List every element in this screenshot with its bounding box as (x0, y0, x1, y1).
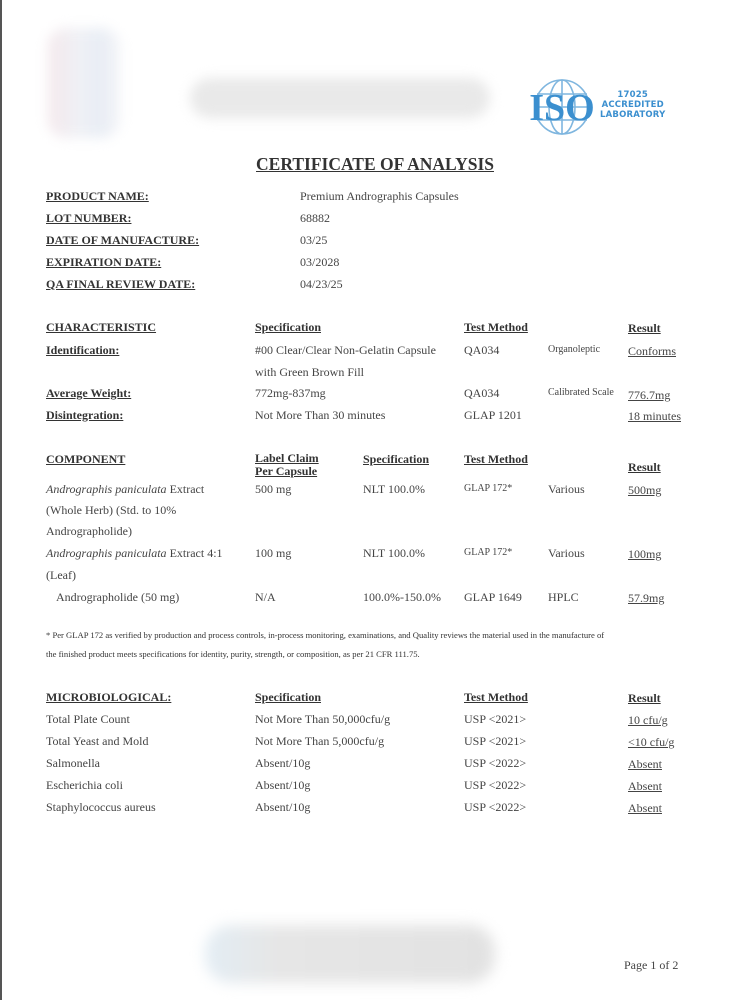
result: Absent (628, 801, 662, 815)
test-method: QA034 (464, 386, 500, 400)
technique: Various (548, 546, 585, 560)
specification: 100.0%-150.0% (363, 590, 441, 604)
label-claim: 500 mg (255, 482, 292, 496)
component-species: Andrographis paniculata (46, 482, 167, 496)
iso-standard-number: 17025 (617, 90, 648, 100)
iso-accredited: ACCREDITED (601, 100, 664, 110)
footnote (46, 626, 726, 664)
component-name-rest: Extract 4:1 (166, 546, 223, 560)
qa-review-date-label: QA FINAL REVIEW DATE: (46, 277, 196, 291)
footnote-line1: * Per GLAP 172 as verified by production and process controls, in-process monitoring, examinations, and Quality reviews the material used in the manufacture of (46, 630, 605, 640)
component-name-cont: (Whole Herb) (Std. to 10% (46, 503, 177, 517)
specification: #00 Clear/Clear Non-Gelatin Capsule (255, 343, 436, 357)
page-title-text: CERTIFICATE OF ANALYSIS (256, 154, 494, 174)
label-claim-header-line1: Label Claim (255, 451, 319, 465)
component-name-cont: Andrographolide) (46, 524, 132, 538)
component-name (46, 546, 223, 561)
specification: Not More Than 30 minutes (255, 408, 386, 422)
page-edge (0, 0, 2, 1000)
specification: Absent/10g (255, 778, 311, 792)
organism: Total Yeast and Mold (46, 734, 149, 748)
footnote-line2: the finished product meets specifications for identity, purity, strength, or composition, as per 21 CFR 111.75. (46, 649, 420, 659)
result: Absent (628, 757, 662, 771)
test-method: USP <2022> (464, 800, 527, 814)
specification-cont: with Green Brown Fill (255, 365, 364, 379)
test-method-header: Test Method (464, 452, 528, 466)
component-name-rest: Extract (166, 482, 205, 496)
manufacture-date-label: DATE OF MANUFACTURE: (46, 233, 200, 247)
result: 776.7mg (628, 388, 671, 402)
label-claim-header-line2: Per Capsule (255, 464, 318, 478)
test-method: GLAP 172* (464, 547, 513, 558)
test-method: USP <2021> (464, 712, 527, 726)
label-claim-header (255, 452, 319, 478)
product-name-label: PRODUCT NAME: (46, 189, 149, 203)
label-claim: 100 mg (255, 546, 292, 560)
qa-review-date-value: 04/23/25 (300, 277, 343, 291)
test-method: USP <2022> (464, 778, 527, 792)
result: 57.9mg (628, 591, 665, 605)
label-claim: N/A (255, 590, 276, 604)
page-number: Page 1 of 2 (624, 958, 679, 972)
characteristic-name: Disintegration: (46, 408, 124, 422)
specification-header: Specification (255, 690, 321, 704)
result: 500mg (628, 483, 662, 497)
test-method: USP <2021> (464, 734, 527, 748)
characteristic-header: CHARACTERISTIC (46, 320, 157, 334)
component-header: COMPONENT (46, 452, 126, 466)
specification: 772mg-837mg (255, 386, 326, 400)
characteristic-name: Average Weight: (46, 386, 132, 400)
component-name (46, 482, 204, 497)
result: 100mg (628, 547, 662, 561)
characteristic-name: Identification: (46, 343, 120, 357)
iso-accreditation-logo (522, 76, 672, 138)
technique: Organoleptic (548, 344, 601, 355)
technique: Various (548, 482, 585, 496)
technique: Calibrated Scale (548, 387, 614, 398)
page-title (0, 154, 750, 175)
test-method: GLAP 1649 (464, 590, 522, 604)
iso-laboratory: LABORATORY (600, 110, 666, 120)
lot-number-value: 68882 (300, 211, 330, 225)
result-header: Result (628, 460, 661, 474)
result: Conforms (628, 344, 676, 358)
test-method: QA034 (464, 343, 500, 357)
specification-header: Specification (363, 452, 429, 466)
technique: HPLC (548, 590, 579, 604)
specification: Absent/10g (255, 756, 311, 770)
component-name: Andrographolide (50 mg) (56, 590, 180, 604)
globe-icon (522, 76, 602, 138)
specification: NLT 100.0% (363, 482, 426, 496)
lot-number-label: LOT NUMBER: (46, 211, 132, 225)
redacted-footer-signature (205, 925, 495, 983)
test-method-header: Test Method (464, 320, 528, 334)
component-species: Andrographis paniculata (46, 546, 167, 560)
test-method: GLAP 1201 (464, 408, 522, 422)
result: 18 minutes (628, 409, 681, 423)
test-method: GLAP 172* (464, 483, 513, 494)
expiration-date-label: EXPIRATION DATE: (46, 255, 162, 269)
iso-letters: ISO (529, 87, 595, 129)
organism: Escherichia coli (46, 778, 123, 792)
test-method-header: Test Method (464, 690, 528, 704)
product-name-value: Premium Andrographis Capsules (300, 189, 459, 203)
organism: Total Plate Count (46, 712, 130, 726)
test-method: USP <2022> (464, 756, 527, 770)
manufacture-date-value: 03/25 (300, 233, 328, 247)
specification-header: Specification (255, 320, 321, 334)
specification: Not More Than 50,000cfu/g (255, 712, 391, 726)
expiration-date-value: 03/2028 (300, 255, 340, 269)
redacted-company-name (190, 78, 490, 118)
microbiological-header: MICROBIOLOGICAL: (46, 690, 172, 704)
redacted-company-logo (48, 28, 120, 138)
result-header: Result (628, 321, 661, 335)
specification: NLT 100.0% (363, 546, 426, 560)
result: 10 cfu/g (628, 713, 668, 727)
organism: Staphylococcus aureus (46, 800, 156, 814)
specification: Not More Than 5,000cfu/g (255, 734, 385, 748)
result: Absent (628, 779, 662, 793)
result-header: Result (628, 691, 661, 705)
component-name-cont: (Leaf) (46, 568, 76, 582)
organism: Salmonella (46, 756, 100, 770)
result: <10 cfu/g (628, 735, 675, 749)
iso-caption (600, 90, 665, 120)
specification: Absent/10g (255, 800, 311, 814)
